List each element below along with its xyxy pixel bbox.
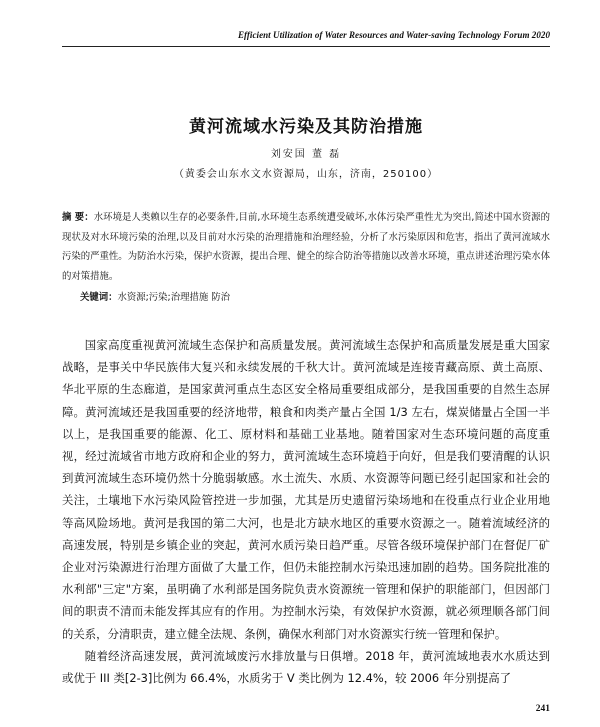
header-rule <box>62 46 550 47</box>
author-list: 刘安国 董 磊 <box>270 149 342 160</box>
keywords <box>80 290 550 306</box>
page-number: 241 <box>535 704 550 714</box>
author-affiliation: （黄委会山东水文水资源局，山东，济南，250100） <box>173 169 439 180</box>
keywords-text: 水资源;污染;治理措施 防治 <box>117 292 230 303</box>
abstract-label: 摘 要： <box>62 212 94 223</box>
keywords-label: 关键词： <box>80 292 118 303</box>
body-paragraph: 随着经济高速发展，黄河流域废污水排放量与日俱增。2018 年，黄河流域地表水水质达到或优于 III 类[2-3]比例为 66.4%，水质劣于 V 类比例为 12.4%，较 2006 年分别提高了 <box>62 648 550 686</box>
body-text <box>62 334 550 689</box>
body-paragraph: 国家高度重视黄河流域生态保护和高质量发展。黄河流域生态保护和高质量发展是重大国家战略，是事关中华民族伟大复兴和永续发展的千秋大计。黄河流域是连接青藏高原、黄土高原、华北平原的生态廊道，是国家黄河重点生态区安全格局重要组成部分，是我国重要的自然生态屏障。黄河流域还是我国重要的经济地带，粮食和肉类产量占全国 1/3 左右，煤炭储量占全国一半以上，是我国重要的能源、化工、原材料和基础工业基地。随着国家对生态环境问题的高度重视，经过流域省市地方政府和企业的努力，黄河流域生态环境趋于向好，但是我们要清醒的认识到黄河流域生态环境仍然十分脆弱敏感。水土流失、水质、水资源等问题已经引起国家和社会的关注，土壤地下水污染风险管控进一步加强，尤其是历史遗留污染场地和在役重点行业企业用地等高风险场地。黄河是我国的第二大河，也是北方缺水地区的重要水资源之一。随着流域经济的高速发展，特别是乡镇企业的突起，黄河水质污染日趋严重。尽管各级环境保护部门在督促厂矿企业对污染源进行治理方面做了大量工作，但仍未能控制水污染迅速加剧的趋势。国务院批准的水利部"三定"方案，虽明确了水利部是国务院负责水资源统一管理和保护的职能部门，但因部门间的职责不清而未能发挥其应有的作用。为控制水污染，有效保护水资源，就必须理顺各部门间的关系，分清职责，建立健全法规、条例，确保水利部门对水资源实行统一管理和保护。 <box>62 338 550 641</box>
running-head: Efficient Utilization of Water Resources and Water-saving Technology Forum 2020 <box>237 30 550 40</box>
abstract-text: 水环境是人类赖以生存的必要条件,目前,水环境生态系统遭受破坏,水体污染严重性尤为突出,简述中国水资源的现状及对水环境污染的治理,以及目前对水污染的治理措施和治理经验，分析了水污染原因和危害，指出了黄河流域水污染的严重性。为防治水污染，保护水资源，提出合理、健全的综合防治等措施以改善水环境，重点讲述治理污染水体的对策措施。 <box>62 212 550 282</box>
abstract <box>62 208 550 286</box>
paper-title: 黄河流域水污染及其防治措施 <box>189 117 423 137</box>
